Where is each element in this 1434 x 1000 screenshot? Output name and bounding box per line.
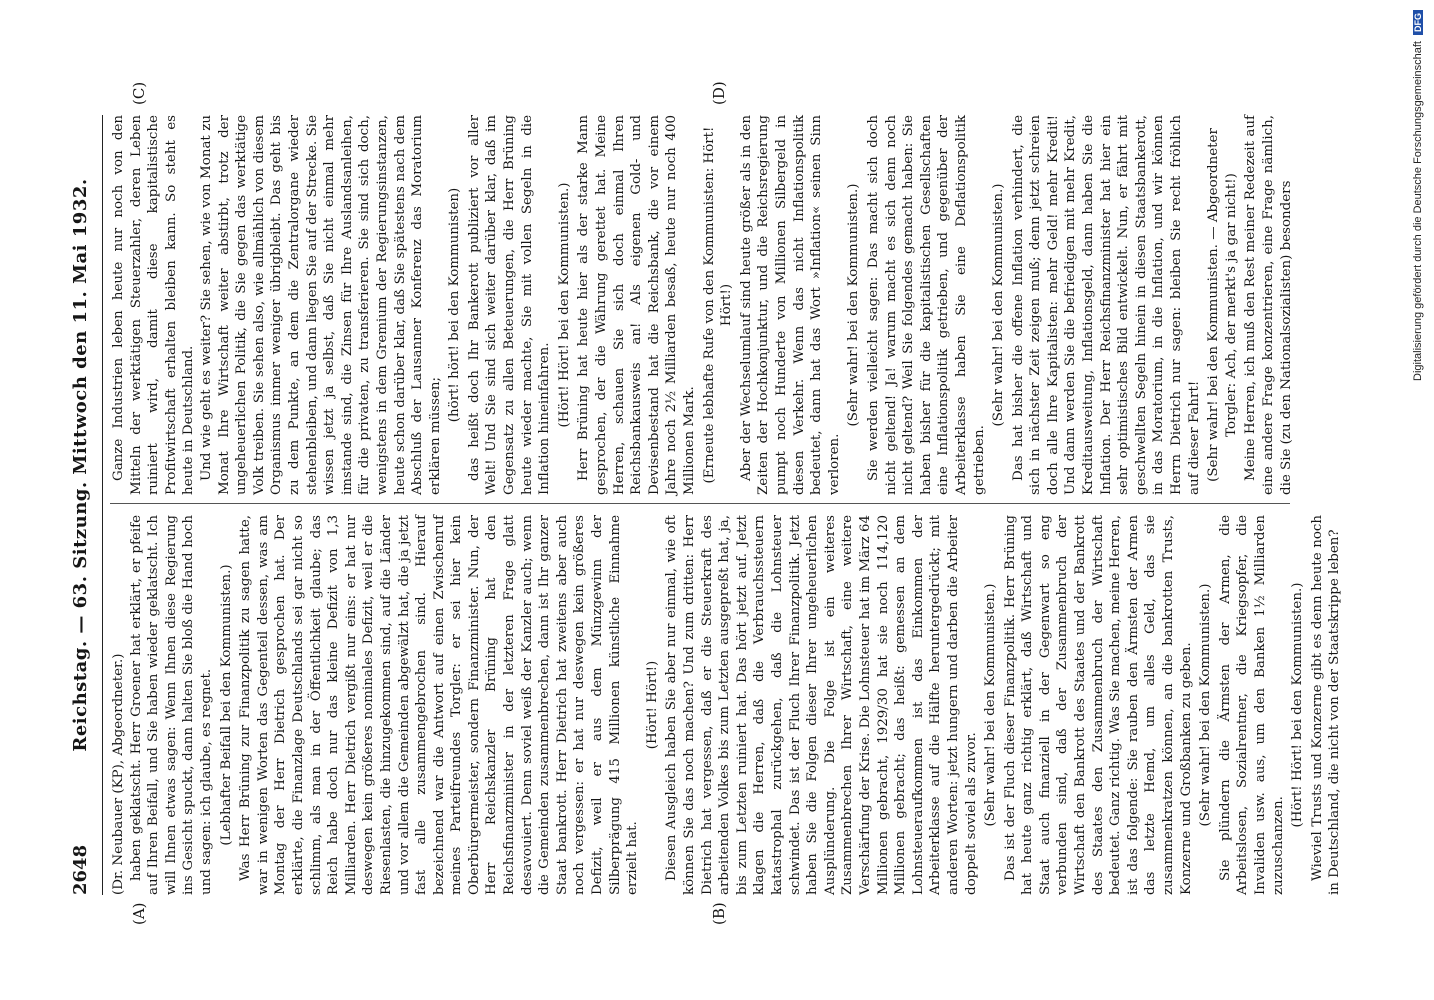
right-column-interjection: (Hört! Hört! bei den Kommunisten.) xyxy=(556,182,572,428)
left-column-paragraph: Sie plündern die Ärmsten der Armen, die Arbeitslosen, Sozialrentner, die Kriegsopfer, die Invaliden usw. aus, um den Banken 1½ Milliarden zuzuschanzen. xyxy=(1217,515,1286,895)
dfg-note xyxy=(1412,10,1428,700)
margin-mark-d: (D) xyxy=(710,81,728,105)
right-column-paragraph: Aber der Wechselumlauf sind heute größer als in den Zeiten der Hochkonjunktur, und die Reichsregierung pumpt noch Hunderte von Millionen Silbergeld in diesen Verkehr. Wenn das nicht Inflationspolitik bedeutet, dann hat das Wort »Inflation« seinen Sinn verloren. xyxy=(738,115,842,495)
rotated-page-content xyxy=(0,81,1343,1000)
right-column-interjection: (Erneute lebhafte Rufe von den Kommunisten: Hört! Hört!) xyxy=(701,126,735,484)
margin-mark-a: (A) xyxy=(130,902,148,925)
left-column-speaker-line: (Dr. Neubauer (KP), Abgeordneter.) xyxy=(111,653,126,895)
right-column-interjection: (Sehr wahr! bei den Kommunisten.) xyxy=(846,183,862,427)
margin-mark-b: (B) xyxy=(710,902,728,925)
left-column-interjection: (Hört! Hört! bei den Kommunisten.) xyxy=(1290,582,1306,828)
right-column-paragraph: das heißt doch Ihr Bankerott publiziert vor aller Welt! Und Sie sind sich weiter darüber klar, daß im Gegensatz zu allen Beteuerungen, die Herr Brüning heute wieder machte, Sie mit vollen Segeln in die Inflation hineinfahren. xyxy=(466,115,553,495)
right-column-interjection: (hört! hört! bei den Kommunisten) xyxy=(447,187,463,423)
left-column-interjection: (Sehr wahr! bei den Kommunisten.) xyxy=(983,583,999,827)
left-column-interjection: (Hört! Hört!) xyxy=(644,660,660,750)
column-divider xyxy=(110,503,1290,504)
left-column-paragraph: Das ist der Fluch dieser Finanzpolitik. Herr Brüning hat heute ganz richtig erklärt, daß Wirtschaft und Staat auch finanziell in der Gegenwart so eng verbunden sind, daß der Zusammenbruch der Wirtschaft den Bankrott des Staates und der Bankrott des Staates den Zusammenbruch der Wirtschaft bedeutet. Ganz richtig. Was Sie machen, meine Herren, ist das folgende: Sie rauben den Ärmsten der Armen das letzte Hemd, um alles Geld, das sie zusammenkratzen können, an die bankrotten Trusts, Konzerne und Großbanken zu geben. xyxy=(1002,515,1194,895)
page-title: Reichstag. — 63. Sitzung. Mittwoch den 11. Mai 1932. xyxy=(70,178,91,752)
right-column-paragraph: Meine Herren, ich muß den Rest meiner Redezeit auf eine andere Frage konzentrieren, eine Frage nämlich, die Sie (zu den Nationalsozialisten) besonders xyxy=(1243,115,1294,495)
left-column-paragraph: Diesen Ausgleich haben Sie aber nur einmal, wie oft können Sie das noch machen? Und zum dritten: Herr Dietrich hat vergessen, daß er die Steuerkraft des arbeitenden Volkes bis zum Letzten ausgepreßt hat, ja, bis zum Letzten ruiniert hat. Das hört jetzt auf. Jetzt klagen die Herren, daß die Verbrauchssteuern katastrophal zurückgehen, daß die Lohnsteuer schwindet. Das ist der Fluch Ihrer Finanzpolitik. Jetzt haben Sie die Folgen dieser Ihrer ungeheuerlichen Ausplünderung. Die Folge ist ein weiteres Zusammenbrechen Ihrer Wirtschaft, eine weitere Verschärfung der Krise. Die Lohnsteuer hat im März 64 Millionen gebracht, 1929/30 hat sie noch 114,120 Millionen gebracht; das heißt: gemessen an dem Lohnsteueraufkommen ist das Einkommen der Arbeiterklasse auf die Hälfte heruntergedrückt; mit anderen Worten: jetzt hungern und darben die Arbeiter doppelt soviel als zuvor. xyxy=(664,515,979,895)
right-column-paragraph: Und wie geht es weiter? Sie sehen, wie von Monat zu Monat Ihre Wirtschaft weiter abstirbt, trotz der ungeheuerlichen Politik, die Sie gegen das werktätige Volk treiben. Sie sehen also, wie allmählich von diesem Organismus immer weniger übrigbleibt. Das geht bis zu dem Punkte, an dem die Zentralorgane wieder stehenbleiben, und dann liegen Sie auf der Strecke. Sie wissen jetzt ja selbst, daß Sie nicht einmal mehr imstande sind, die Zinsen für Ihre Auslandsanleihen, für die privaten, zu transferieren. Sie sind sich doch, wenigstens in dem Gremium der Regierungsinstanzen, heute schon darüber klar, daß Sie spätestens nach dem Abschluß der Lausanner Konferenz das Moratorium erklären müssen; xyxy=(198,115,443,495)
right-column-paragraph: Herr Brüning hat heute hier als der starke Mann gesprochen, der die Währung gerettet hat. Meine Herren, schauen Sie sich doch einmal Ihren Reichsbankausweis an! Als eigenen Gold- und Devisenbestand hat die Reichsbank, die vor einem Jahre noch 2½ Milliarden besaß, heute nur noch 400 Millionen Mark. xyxy=(576,115,697,495)
dfg-note-text: Digitalisierung gefördert durch die Deutsche Forschungsgemeinschaft xyxy=(1412,41,1424,381)
left-column-interjection: (Sehr wahr! bei den Kommunisten.) xyxy=(1198,583,1214,827)
page-body xyxy=(70,81,1343,925)
header-rule xyxy=(102,115,103,895)
page-number: 2648 xyxy=(70,844,91,895)
left-column-interjection: (Lebhafter Beifall bei den Kommunisten.) xyxy=(218,564,234,846)
page-header xyxy=(70,115,100,895)
dfg-logo: DFG xyxy=(1413,10,1423,35)
right-column-interjection: (Sehr wahr! bei den Kommunisten.) xyxy=(991,183,1007,427)
right-column-paragraph: Das hat bisher die offene Inflation verhindert, die sich in nächster Zeit zeigen muß; denn jetzt schreien doch alle Ihre Kapitalisten: mehr Geld! mehr Kredit! Und dann werden Sie die befriedigen mit mehr Kredit, Kreditausweitung, Inflationsgeld, dann haben Sie die Inflation. Der Herr Reichsfinanzminister hat hier ein sehr optimistisches Bild entwickelt. Nun, er fährt mit geschwellten Segeln hinein in diesen Staatsbankerott, in das Moratorium, in die Inflation, und wir können Herrn Dietrich nur sagen: bleiben Sie recht fröhlich auf dieser Fahrt! xyxy=(1010,115,1202,495)
right-column xyxy=(110,115,1294,495)
margin-mark-c: (C) xyxy=(130,81,148,105)
left-column-paragraph: Was Herr Brüning zur Finanzpolitik zu sagen hatte, war in wenigen Worten das Gegenteil dessen, was am Montag der Herr Dietrich gesprochen hat. Der erklärte, die Finanzlage Deutschlands sei gar nicht so schlimm, als man in der Öffentlichkeit glaube; das Reich habe doch nur das kleine Defizit von 1,3 Milliarden. Herr Dietrich vergißt nur eins: er hat nur deswegen kein größeres nominales Defizit, weil er die Riesenlasten, die hinzugekommen sind, auf die Länder und vor allem die Gemeinden abgewälzt hat, die ja jetzt fast alle zusammengebrochen sind. Hierauf bezeichnend war die Antwort auf einen Zwischenruf meines Parteifreundes Torgler: er sei hier kein Oberbürgermeister, sondern Finanzminister. Nun, der Herr Reichskanzler Brüning hat den Reichsfinanzminister in der letzteren Frage glatt desavouiert. Denn soviel weiß der Kanzler auch; wenn die Gemeinden zusammenbrechen, dann ist Ihr ganzer Staat bankrott. Herr Dietrich hat zweitens aber auch noch vergessen: er hat nur deswegen kein größeres Defizit, weil er aus dem Münzgewinn der Silberprägung 415 Millionen künstliche Einnahme erzielt hat. xyxy=(238,515,641,895)
right-column-paragraph: Ganze Industrien leben heute nur noch von den Mitteln der werktätigen Steuerzahler, deren Leben ruiniert wird, damit diese kapitalistische Profitwirtschaft erhalten bleiben kann. So steht es heute in Deutschland. xyxy=(111,115,197,495)
dfg-sidebar xyxy=(1412,10,1428,700)
left-column-paragraph: Wieviel Trusts und Konzerne gibt es denn heute noch in Deutschland, die nicht von der Staatskrippe leben? xyxy=(1309,515,1343,895)
left-column xyxy=(110,515,1343,895)
right-column-interjection: (Sehr wahr! bei den Kommunisten. — Abgeordneter Torgler: Ach, der merkt's ja gar nicht!) xyxy=(1206,128,1239,482)
right-column-paragraph: Sie werden vielleicht sagen: Das macht sich doch nicht geltend! Ja! warum macht es sich denn noch nicht geltend? Weil Sie folgendes gemacht haben: Sie haben bisher für die kapitalistischen Gesellschaften eine Inflationspolitik getrieben, und gegenüber der Arbeiterklasse haben Sie eine Deflationspolitik getrieben. xyxy=(865,115,987,495)
left-column-paragraph: haben geklatscht. Herr Groener hat erklärt, er pfeife auf Ihren Beifall, und Sie haben wieder geklatscht. Ich will Ihnen etwas sagen: Wenn Ihnen diese Regierung ins Gesicht spuckt, dann halten Sie bloß die Hand hoch und sagen: ich glaube, es regnet. xyxy=(128,515,214,895)
